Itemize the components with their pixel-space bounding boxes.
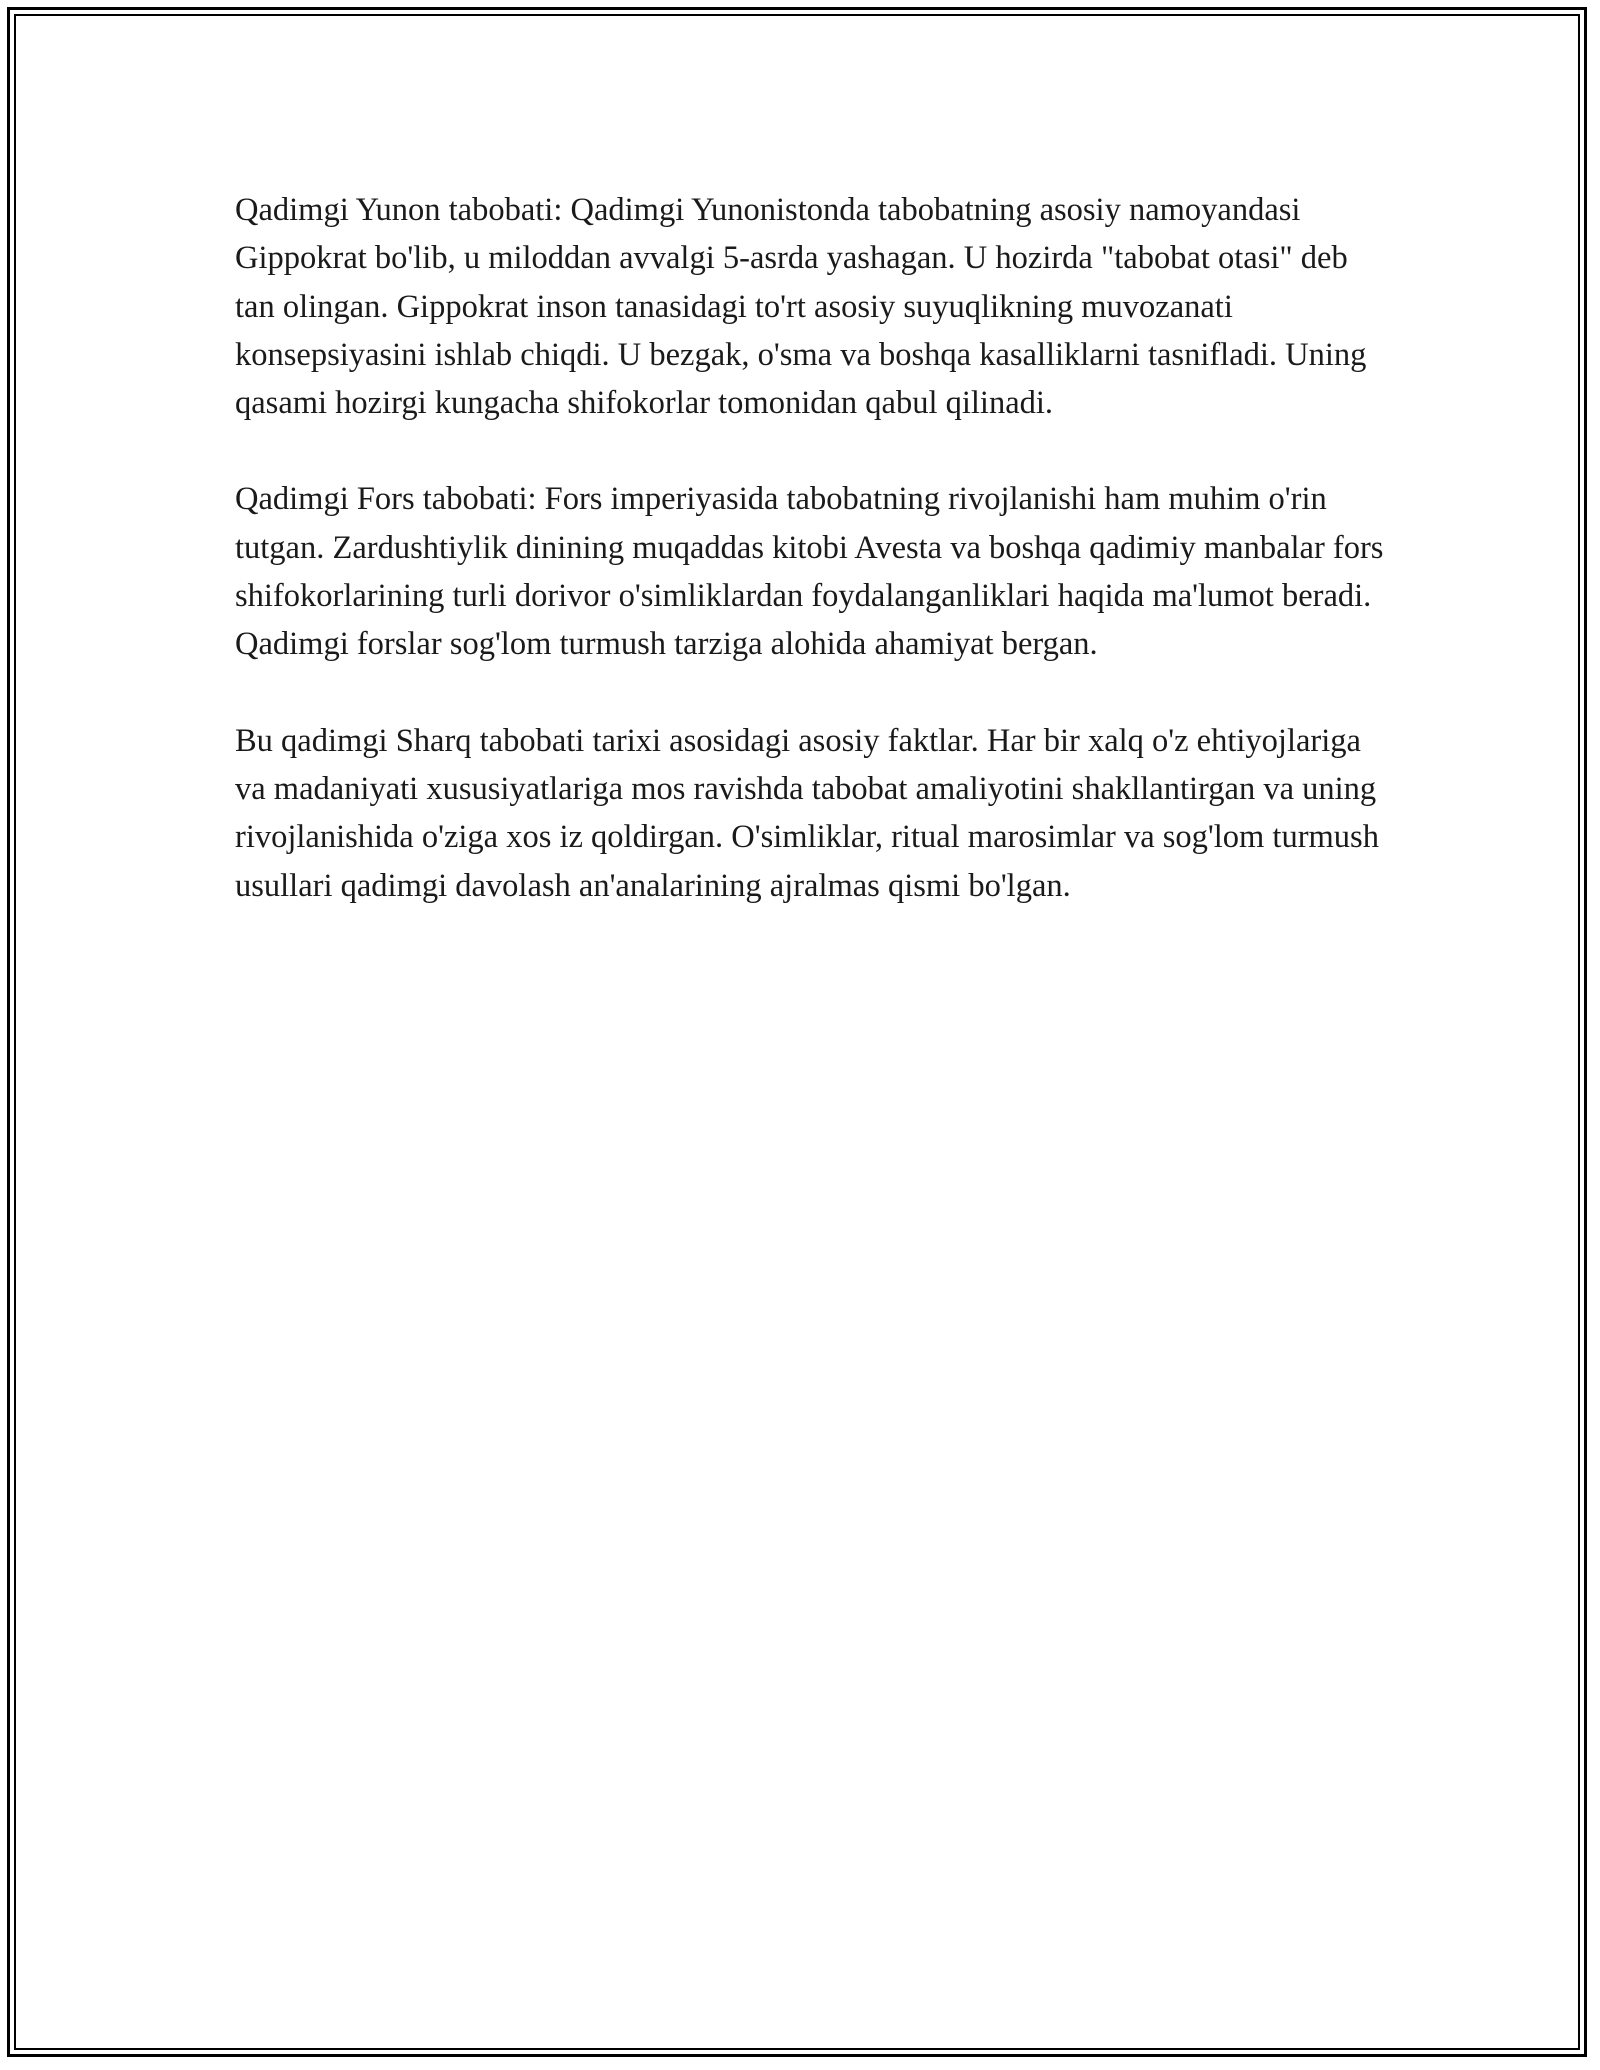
paragraph-summary: Bu qadimgi Sharq tabobati tarixi asosidagi asosiy faktlar. Har bir xalq o'z ehtiyojlariga va madaniyati xususiyatlariga mos ravishda tabobat amaliyotini shakllantirgan va uning rivojlanishida o'ziga xos iz qoldirgan. O'simliklar, ritual marosimlar va sog'lom turmush usullari qadimgi davolash an'analarining ajralmas qismi bo'lgan. (235, 722, 1379, 904)
document-body (235, 186, 1385, 958)
paragraph-persian-medicine: Qadimgi Fors tabobati: Fors imperiyasida tabobatning rivojlanishi ham muhim o'rin tutgan. Zardushtiylik dinining muqaddas kitobi Avesta va boshqa qadimiy manbalar fors shifokorlarining turli dorivor o'simliklardan foydalanganliklari haqida ma'lumot beradi. Qadimgi forslar sog'lom turmush tarziga alohida ahamiyat bergan. (235, 481, 1384, 663)
paragraph-greek-medicine: Qadimgi Yunon tabobati: Qadimgi Yunonistonda tabobatning asosiy namoyandasi Gippokrat bo'lib, u miloddan avvalgi 5-asrda yashagan. U hozirda "tabobat otasi" deb tan olingan. Gippokrat inson tanasidagi to'rt asosiy suyuqlikning muvozanati konsepsiyasini ishlab chiqdi. U bezgak, o'sma va boshqa kasalliklarni tasnifladi. Uning qasami hozirgi kungacha shifokorlar tomonidan qabul qilinadi. (235, 192, 1367, 422)
